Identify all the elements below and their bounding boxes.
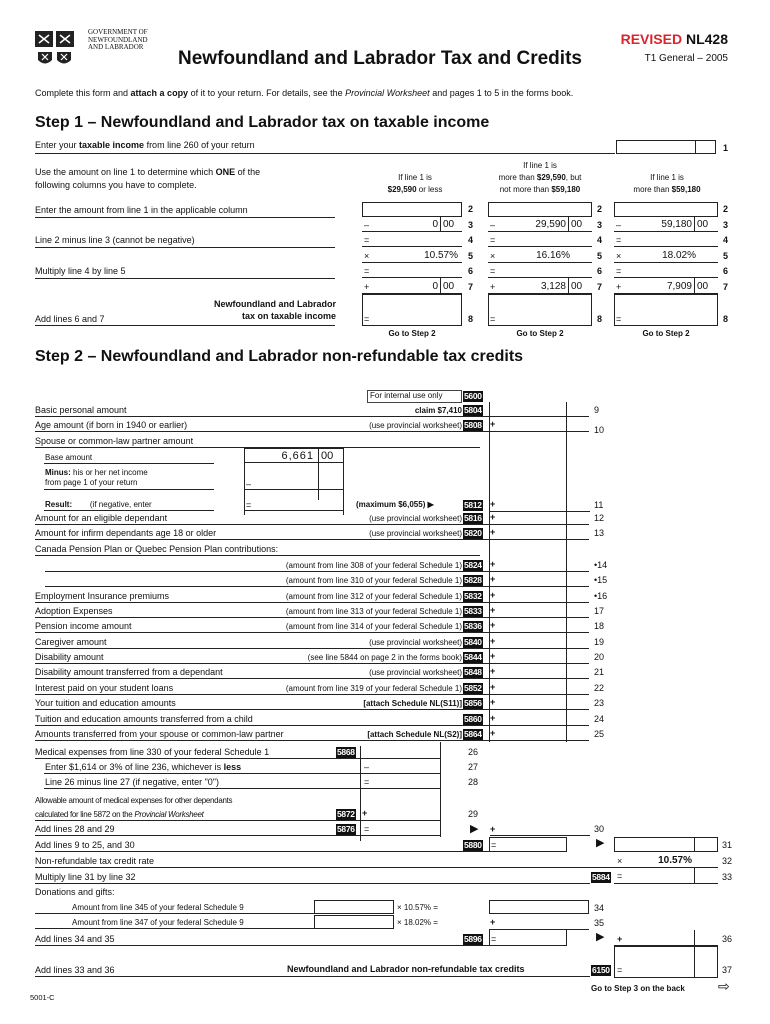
row-code: 5828	[464, 575, 482, 585]
row-num: 22	[594, 683, 605, 693]
revised-label: REVISED	[620, 31, 683, 47]
col3-header: If line 1 is more than $59,180	[633, 173, 701, 194]
line-28-label: Line 26 minus line 27 (if negative, enter "0")	[45, 777, 219, 787]
row-num: 12	[594, 513, 605, 523]
row-num: 21	[594, 667, 605, 677]
row-code: 5808	[464, 420, 482, 430]
donations-title: Donations and gifts:	[35, 887, 115, 897]
row-num: 13	[594, 528, 605, 538]
col3-line2[interactable]	[614, 202, 718, 217]
row-num: 9	[594, 405, 600, 415]
row-code: 5848	[464, 667, 482, 677]
gov-line-1: GOVERNMENT OF	[88, 28, 148, 36]
government-crest	[34, 30, 80, 68]
step1-instruction: Use the amount on line 1 to determine which ONE of the following columns you have to complete.	[35, 167, 261, 190]
row-label: Amounts transferred from your spouse or common-law partner	[35, 729, 284, 739]
line-33-label: Multiply line 31 by line 32	[35, 872, 136, 882]
gov-line-2: NEWFOUNDLAND	[88, 35, 148, 44]
col2-line3-cents: 00	[571, 219, 583, 230]
row-label: Basic personal amount	[35, 405, 127, 415]
line-34-amount[interactable]	[489, 900, 589, 914]
row-note: (amount from line 313 of your federal Schedule 1)	[285, 607, 462, 616]
line-34-num: 34	[594, 903, 605, 913]
line-29-label: Allowable amount of medical expenses for other dependants calculated for line 5872 on the Provincial Worksheet	[35, 796, 233, 819]
line-35-num: 35	[594, 918, 605, 928]
row6-label: Multiply line 4 by line 5	[35, 266, 126, 276]
code-5896: 5896	[464, 934, 482, 944]
col3-line3-dollars: 59,180	[661, 219, 692, 230]
row-label: Tuition and education amounts transferred from a child	[35, 714, 253, 724]
row-code: 5860	[464, 714, 482, 724]
line-11-num: 11	[594, 500, 604, 510]
col1-line3-dollars: 0	[432, 219, 438, 230]
row-label: Disability amount	[35, 652, 104, 662]
row-note: (amount from line 308 of your federal Schedule 1)	[285, 561, 462, 570]
col2-line7-cents: 00	[571, 281, 583, 292]
line-27-label: Enter $1,614 or 3% of line 236, whichever is less	[45, 762, 242, 772]
line-35-rate: × 18.02% =	[397, 918, 438, 927]
row-label: Employment Insurance premiums	[35, 591, 170, 601]
col1-header: If line 1 is $29,590 or less	[387, 173, 443, 194]
spouse-minus-label: Minus: his or her net income from page 1 of your return	[45, 468, 148, 487]
form-id	[621, 31, 728, 47]
row-note: (use provincial worksheet)	[369, 421, 462, 430]
col3-rate: 18.02%	[662, 250, 696, 261]
line-32-num: 32	[722, 856, 733, 866]
row-num: 20	[594, 652, 605, 662]
goto-step3: Go to Step 3 on the back	[591, 984, 685, 993]
line-36-label: Add lines 34 and 35	[35, 934, 115, 944]
col2-header: If line 1 is more than $29,590, but not more than $59,180	[498, 161, 582, 194]
step1-line1-label: Enter your taxable income from line 260 of your return	[35, 140, 255, 150]
line-27-num: 27	[468, 762, 479, 772]
line-26-label: Medical expenses from line 330 of your federal Schedule 1	[35, 747, 270, 757]
row-label: Amount for an eligible dependant	[35, 513, 168, 523]
col3-line7-cents: 00	[697, 281, 709, 292]
line-26-num: 26	[468, 747, 479, 757]
line-34-input[interactable]	[314, 900, 394, 914]
line-32-rate: 10.57%	[658, 855, 692, 866]
line-31-label: Add lines 9 to 25, and 30	[35, 840, 135, 850]
line-33-num: 33	[722, 872, 733, 882]
line-31-arrow-icon: ▶	[596, 837, 605, 849]
row-label: Interest paid on your student loans	[35, 683, 174, 693]
row-label: Pension income amount	[35, 621, 132, 631]
line-31-box[interactable]	[489, 837, 567, 852]
code-5868: 5868	[337, 747, 355, 757]
row-note: (use provincial worksheet)	[369, 514, 462, 523]
line-30-arrow-icon: ▶	[470, 823, 479, 835]
row-num: 10	[594, 425, 605, 435]
col2-line2[interactable]	[488, 202, 592, 217]
line-29-num: 29	[468, 809, 479, 819]
line-28-num: 28	[468, 777, 479, 787]
next-page-arrow-icon[interactable]: ⇨	[718, 978, 730, 994]
col3-goto: Go to Step 2	[642, 329, 690, 338]
row-num: 24	[594, 714, 605, 724]
row-label: Disability amount transferred from a dependant	[35, 667, 223, 677]
spouse-base-label: Base amount	[45, 453, 93, 462]
line-1-input[interactable]	[616, 140, 716, 154]
col1-line2[interactable]	[362, 202, 462, 217]
row-num: 18	[594, 621, 605, 631]
row-num: •14	[594, 560, 608, 570]
row-note: (see line 5844 on page 2 in the forms book)	[307, 653, 462, 662]
col3-line8[interactable]	[614, 294, 718, 326]
row-label: Spouse or common-law partner amount	[35, 436, 194, 446]
row-num: 17	[594, 606, 605, 616]
code-5876: 5876	[337, 824, 355, 834]
line-37-label: Add lines 33 and 36	[35, 965, 115, 975]
row-label: Caregiver amount	[35, 637, 107, 647]
row-note: (use provincial worksheet)	[369, 638, 462, 647]
row-code: 5804	[464, 405, 482, 415]
row-label: Your tuition and education amounts	[35, 698, 176, 708]
row-note: [attach Schedule NL(S11)]	[363, 699, 462, 708]
row-label: Age amount (if born in 1940 or earlier)	[35, 420, 188, 430]
row-code: 5864	[464, 729, 482, 739]
form-title: Newfoundland and Labrador Tax and Credits	[178, 48, 582, 69]
spouse-base-dollars: 6,661	[281, 450, 314, 462]
row-note: (amount from line 310 of your federal Schedule 1)	[285, 576, 462, 585]
internal-use-label: For internal use only	[370, 391, 443, 400]
col2-line8[interactable]	[488, 294, 592, 326]
spouse-max-label: (maximum $6,055) ▶	[356, 500, 434, 509]
spouse-base-cents: 00	[321, 450, 334, 462]
line-34-label: Amount from line 345 of your federal Schedule 9	[72, 903, 244, 912]
col2-line7-dollars: 3,128	[540, 281, 566, 292]
row-code: 5824	[464, 560, 482, 570]
col2-rate: 16.16%	[536, 250, 570, 261]
line-37-num: 37	[722, 965, 733, 975]
form-code: 5001-C	[30, 993, 55, 1002]
code-5872: 5872	[337, 809, 355, 819]
col3-line7-dollars: 7,909	[666, 281, 692, 292]
row-label: Canada Pension Plan or Quebec Pension Plan contributions:	[35, 544, 279, 554]
gov-line-3: AND LABRADOR	[88, 43, 144, 51]
row-num: •15	[594, 575, 608, 585]
col1-rate: 10.57%	[424, 250, 458, 261]
step2-title: Step 2 – Newfoundland and Labrador non-refundable tax credits	[35, 348, 524, 365]
row-note: (use provincial worksheet)	[369, 529, 462, 538]
col2-goto: Go to Step 2	[516, 329, 564, 338]
col2-line3-dollars: 29,590	[535, 219, 566, 230]
code-5880: 5880	[464, 840, 482, 850]
line-36-num: 36	[722, 934, 733, 944]
row-code: 5840	[464, 637, 482, 647]
code-5884: 5884	[592, 872, 610, 882]
spouse-result-label: Result: (if negative, enter	[45, 500, 152, 509]
row-code: 5833	[464, 606, 482, 616]
row-code: 5832	[464, 591, 482, 601]
row-code: 5852	[464, 683, 482, 693]
row-num: 19	[594, 637, 605, 647]
line-32-label: Non-refundable tax credit rate	[35, 856, 155, 866]
col1-line3-cents: 00	[443, 219, 455, 230]
row4-label: Line 2 minus line 3 (cannot be negative)	[35, 235, 195, 245]
row-note: claim $7,410	[414, 406, 462, 415]
line-37-title: Newfoundland and Labrador non-refundable tax credits	[287, 964, 525, 974]
col3-line3-cents: 00	[697, 219, 709, 230]
row-code: 5816	[464, 513, 482, 523]
form-subtitle: T1 General – 2005	[644, 53, 728, 64]
row-code: 5836	[464, 621, 482, 631]
col1-line7-cents: 00	[443, 281, 455, 292]
row-note: (amount from line 314 of your federal Schedule 1)	[285, 622, 462, 631]
col1-line7-dollars: 0	[432, 281, 438, 292]
row-label: Amount for infirm dependants age 18 or older	[35, 528, 217, 538]
row-label: Adoption Expenses	[35, 606, 113, 616]
col1-goto: Go to Step 2	[388, 329, 436, 338]
row-code: 5844	[464, 652, 482, 662]
row-note: (amount from line 312 of your federal Schedule 1)	[285, 592, 462, 601]
code-5812: 5812	[464, 500, 482, 510]
line-30-num: 30	[594, 824, 605, 834]
row-note: [attach Schedule NL(S2)]	[367, 730, 462, 739]
row-code: 5856	[464, 698, 482, 708]
line-34-rate: × 10.57% =	[397, 903, 438, 912]
step1-title: Step 1 – Newfoundland and Labrador tax on taxable income	[35, 114, 490, 131]
row8-result-label: Newfoundland and Labrador tax on taxable income	[213, 299, 336, 321]
row-code: 5820	[464, 528, 482, 538]
line-37-total[interactable]	[614, 946, 718, 978]
line-36-arrow-icon: ▶	[596, 931, 605, 943]
line-30-label: Add lines 28 and 29	[35, 824, 115, 834]
row-num: 23	[594, 698, 605, 708]
crest-icon	[34, 30, 80, 68]
intro-text: Complete this form and attach a copy of it to your return. For details, see the Provincial Worksheet and pages 1 to 5 in the forms book.	[35, 88, 574, 98]
line-31-total[interactable]	[614, 837, 718, 852]
line-31-num: 31	[722, 840, 733, 850]
line-35-label: Amount from line 347 of your federal Schedule 9	[72, 918, 244, 927]
col1-line8[interactable]	[362, 294, 462, 326]
gov-name	[88, 29, 148, 52]
row-num: 25	[594, 729, 605, 739]
row2-label: Enter the amount from line 1 in the applicable column	[35, 205, 248, 215]
row-note: (use provincial worksheet)	[369, 668, 462, 677]
row-num: •16	[594, 591, 608, 601]
form-number: NL428	[685, 31, 728, 47]
code-5600: 5600	[464, 391, 482, 401]
line-35-input[interactable]	[314, 915, 394, 929]
row8-label: Add lines 6 and 7	[35, 314, 105, 324]
code-6150: 6150	[592, 965, 610, 975]
row-note: (amount from line 319 of your federal Schedule 1)	[285, 684, 462, 693]
